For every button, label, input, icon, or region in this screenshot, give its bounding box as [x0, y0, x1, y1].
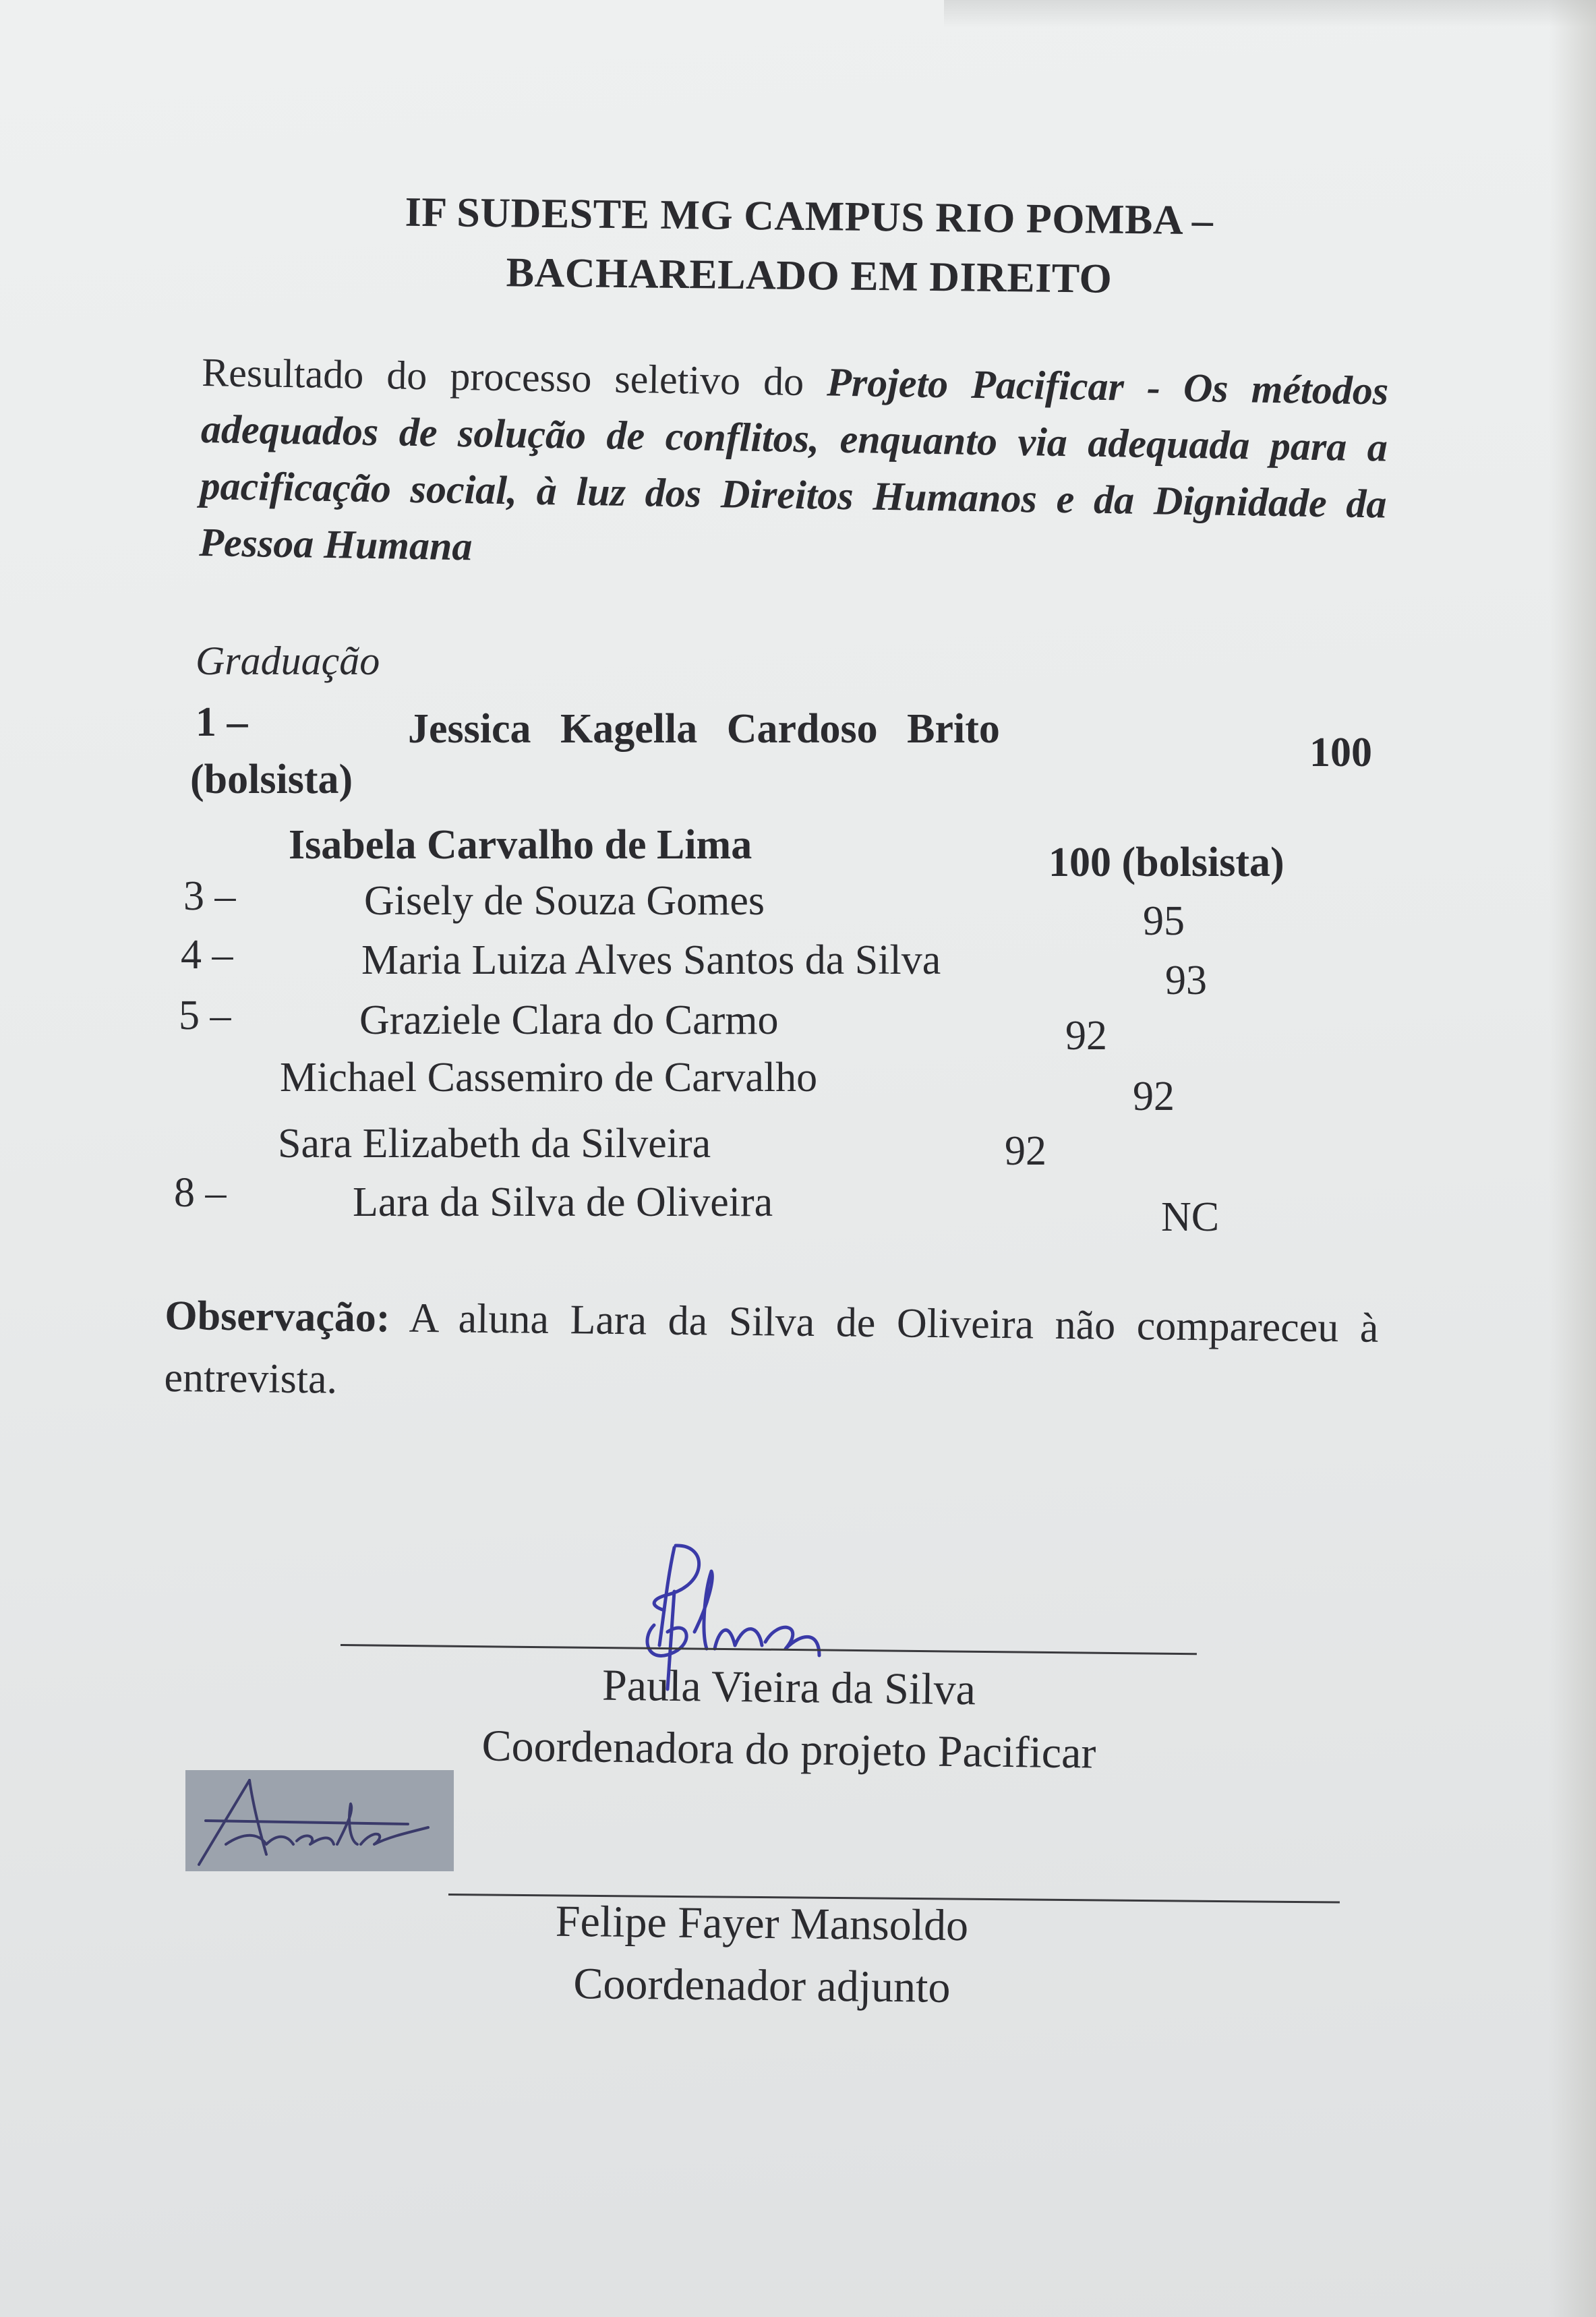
result-rank: 8 –: [174, 1170, 227, 1216]
result-score: NC: [1161, 1194, 1220, 1240]
handwritten-signature-felipe: [185, 1770, 454, 1871]
result-score: 100 (bolsista): [1048, 840, 1284, 885]
signer-1-role: Coordenadora do projeto Pacificar: [481, 1721, 1096, 1778]
result-score: 92: [1005, 1128, 1046, 1174]
observation-paragraph: [164, 1285, 1379, 1421]
result-rank: 5 –: [179, 993, 231, 1038]
result-note: (bolsista): [190, 757, 353, 802]
result-score: 95: [1143, 898, 1185, 944]
signer-2-role: Coordenador adjunto: [573, 1959, 951, 2012]
intro-project-name: Projeto Pacificar - Os métodos adequados de solução de conflitos, enquanto via adequada para a pacificação social, à luz dos Direitos Humanos e da Dignidade da Pessoa Humana: [198, 359, 1389, 569]
result-name: Jessica Kagella Cardoso Brito: [408, 706, 1000, 752]
result-score: 100: [1309, 730, 1372, 775]
signature-2-text: FMansoldo: [185, 1770, 189, 1771]
result-name: Graziele Clara do Carmo: [359, 997, 779, 1043]
signature-stamp-felipe: [185, 1770, 454, 1871]
result-name: Isabela Carvalho de Lima: [289, 822, 752, 868]
signer-2-name: Felipe Fayer Mansoldo: [555, 1896, 969, 1951]
document-title-line2: BACHARELADO EM DIREITO: [506, 250, 1113, 302]
section-label: Graduação: [196, 639, 380, 683]
result-name: Gisely de Souza Gomes: [364, 878, 765, 924]
result-rank: 1 –: [196, 699, 248, 745]
observation-text: A aluna Lara da Silva de Oliveira não compareceu à entrevista.: [164, 1295, 1379, 1403]
result-name: Michael Cassemiro de Carvalho: [280, 1055, 818, 1101]
result-rank: 3 –: [183, 873, 236, 919]
result-score: 93: [1165, 958, 1207, 1003]
intro-paragraph: [199, 344, 1389, 589]
result-name: Lara da Silva de Oliveira: [353, 1179, 773, 1225]
observation-label: Observação:: [165, 1292, 390, 1341]
result-score: 92: [1133, 1074, 1175, 1119]
paper-fold-shadow: [944, 0, 1596, 27]
result-score: 92: [1065, 1013, 1107, 1059]
paper-edge-shadow: [1549, 0, 1596, 2317]
result-name: Maria Luiza Alves Santos da Silva: [361, 937, 941, 983]
result-name: Sara Elizabeth da Silveira: [278, 1121, 711, 1167]
signer-1-name: Paula Vieira da Silva: [601, 1660, 976, 1715]
document-title-line1: IF SUDESTE MG CAMPUS RIO POMBA –: [405, 189, 1214, 244]
result-rank: 4 –: [181, 932, 233, 978]
intro-prefix: Resultado do processo seletivo do: [201, 349, 827, 405]
